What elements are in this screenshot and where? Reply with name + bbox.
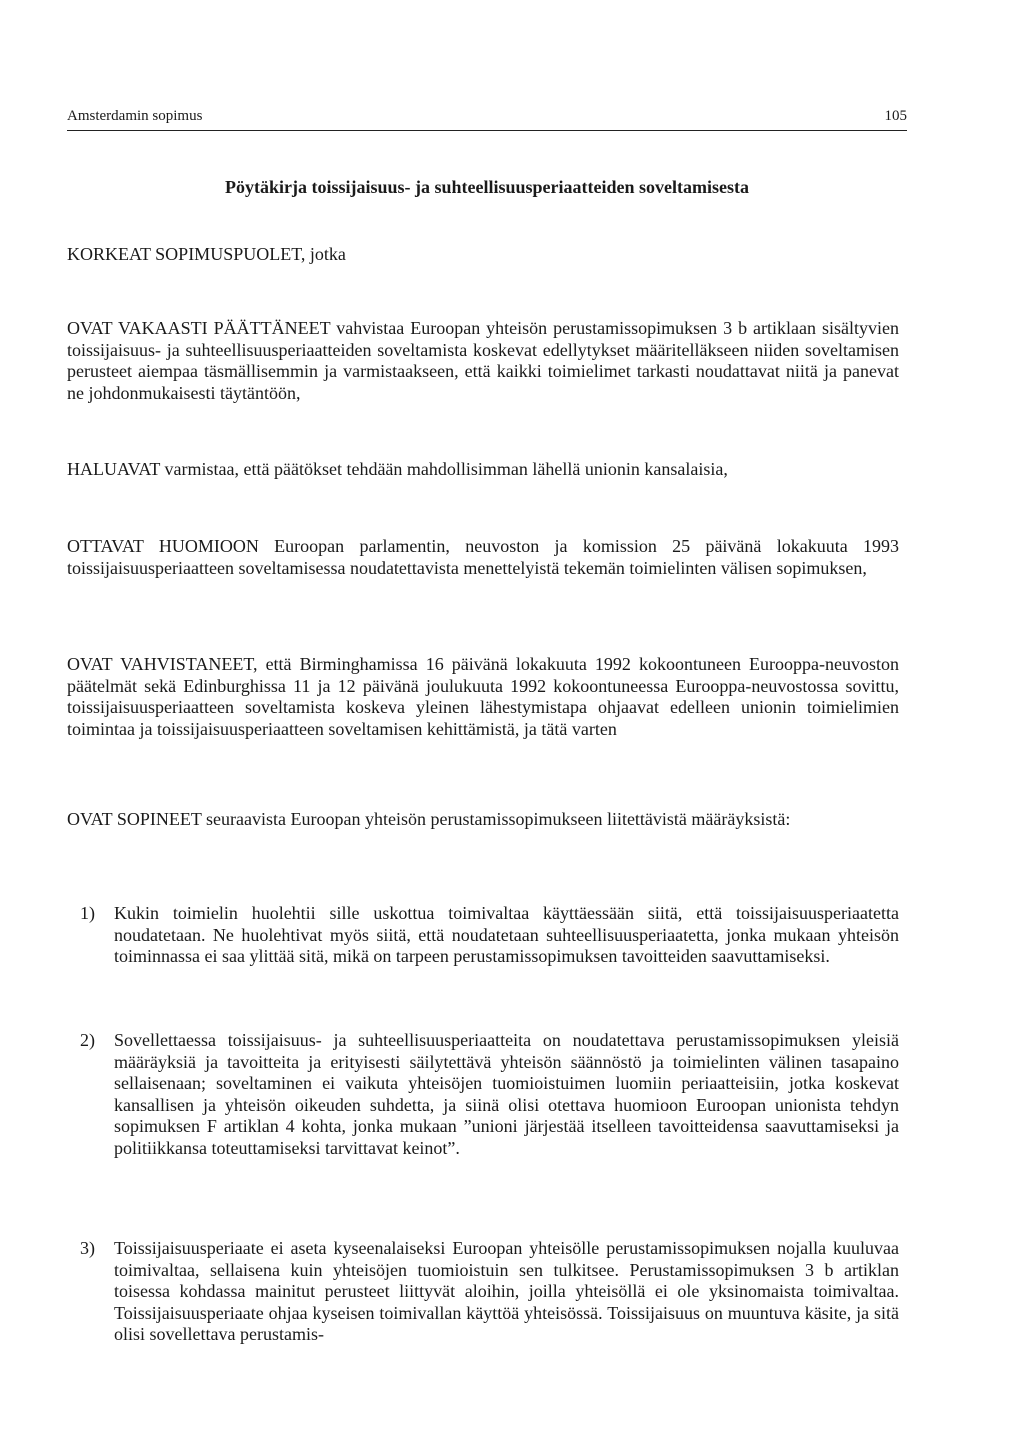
list-item xyxy=(67,1030,899,1159)
list-item xyxy=(67,903,899,968)
paragraph-resolved: OVAT VAKAASTI PÄÄTTÄNEET vahvistaa Euroopan yhteisön perustamissopimuksen 3 b artiklaan sisältyvien toissijaisuus- ja suhteellisuusperiaatteiden soveltamista koskevat edellytykset määritelläkseen niiden soveltamisen perusteet aiempaa täsmällisemmin ja varmistaakseen, että kaikki toimielimet tarkasti noudattavat niitä ja panevat ne johdonmukaisesti täytäntöön, xyxy=(67,318,899,403)
paragraph-taking-account: OTTAVAT HUOMIOON Euroopan parlamentin, neuvoston ja komission 25 päivänä lokakuuta 1993 toissijaisuusperiaatteen soveltamisessa noudatettavista menettelyistä tekemän toimielinten välisen sopimuksen, xyxy=(67,536,899,578)
item-number: 2) xyxy=(80,1030,95,1050)
header-title: Amsterdamin sopimus xyxy=(67,108,203,124)
lead-line: KORKEAT SOPIMUSPUOLET, jotka xyxy=(67,244,346,264)
paragraph-confirmed: OVAT VAHVISTANEET, että Birminghamissa 16 päivänä lokakuuta 1992 kokoontuneen Eurooppa-neuvoston päätelmät sekä Edinburghissa 11 ja 12 päivänä joulukuuta 1992 kokoontuneessa Eurooppa-neuvostossa sovittu, toissijaisuusperiaatteen soveltamista koskeva yleinen lähestymistapa ohjaavat edelleen unionin toimielimien toimintaa ja toissijaisuusperiaatteen soveltamisen kehittämistä, ja tätä varten xyxy=(67,654,899,739)
running-header xyxy=(67,104,907,131)
item-text: Toissijaisuusperiaate ei aseta kyseenalaiseksi Euroopan yhteisölle perustamissopimuksen nojalla kuuluvaa toimivaltaa, sellaisena kuin yhteisöjen tuomioistuin sen tulkitsee. Perustamissopimuksen 3 b artiklan toisessa kohdassa mainitut perusteet liittyvät aloihin, joilla yhteisöllä ei ole yksinomaista toimivaltaa. Toissijaisuusperiaate ohjaa kyseisen toimivallan käyttöä yhteisössä. Toissijaisuus on muuntuva käsite, ja sitä olisi sovellettava perustamis- xyxy=(114,1238,899,1344)
list-item xyxy=(67,1238,899,1346)
paragraph-agreed: OVAT SOPINEET seuraavista Euroopan yhteisön perustamissopimukseen liitettävistä määräyksistä: xyxy=(67,809,791,829)
item-number: 1) xyxy=(80,903,95,923)
item-text: Kukin toimielin huolehtii sille uskottua toimivaltaa käyttäessään siitä, että toissijaisuusperiaatetta noudatetaan. Ne huolehtivat myös siitä, että noudatetaan suhteellisuusperiaatetta, jonka mukaan yhteisön toiminnassa ei saa ylittää sitä, mikä on tarpeen perustamissopimuksen tavoitteiden saavuttamiseksi. xyxy=(114,903,899,966)
protocol-title: Pöytäkirja toissijaisuus- ja suhteellisuusperiaatteiden soveltamisesta xyxy=(225,177,749,197)
paragraph-desiring: HALUAVAT varmistaa, että päätökset tehdään mahdollisimman lähellä unionin kansalaisia, xyxy=(67,459,728,479)
page-number: 105 xyxy=(884,108,907,124)
item-text: Sovellettaessa toissijaisuus- ja suhteellisuusperiaatteita on noudatettava perustamissopimuksen yleisiä määräyksiä ja tavoitteita ja erityisesti säilytettävä yhteisön säännöstö ja toimielinten välinen tasapaino sellaisenaan; soveltaminen ei vaikuta yhteisöjen tuomioistuimen luomiin periaatteisiin, jotka koskevat kansallisen ja yhteisön oikeuden suhdetta, ja siinä olisi otettava huomioon Euroopan unionista tehdyn sopimuksen F artiklan 4 kohta, jonka mukaan ”unioni järjestää itselleen tavoitteidensa saavuttamiseksi ja politiikkansa toteuttamiseksi tarvittavat keinot”. xyxy=(114,1030,899,1158)
item-number: 3) xyxy=(80,1238,95,1258)
